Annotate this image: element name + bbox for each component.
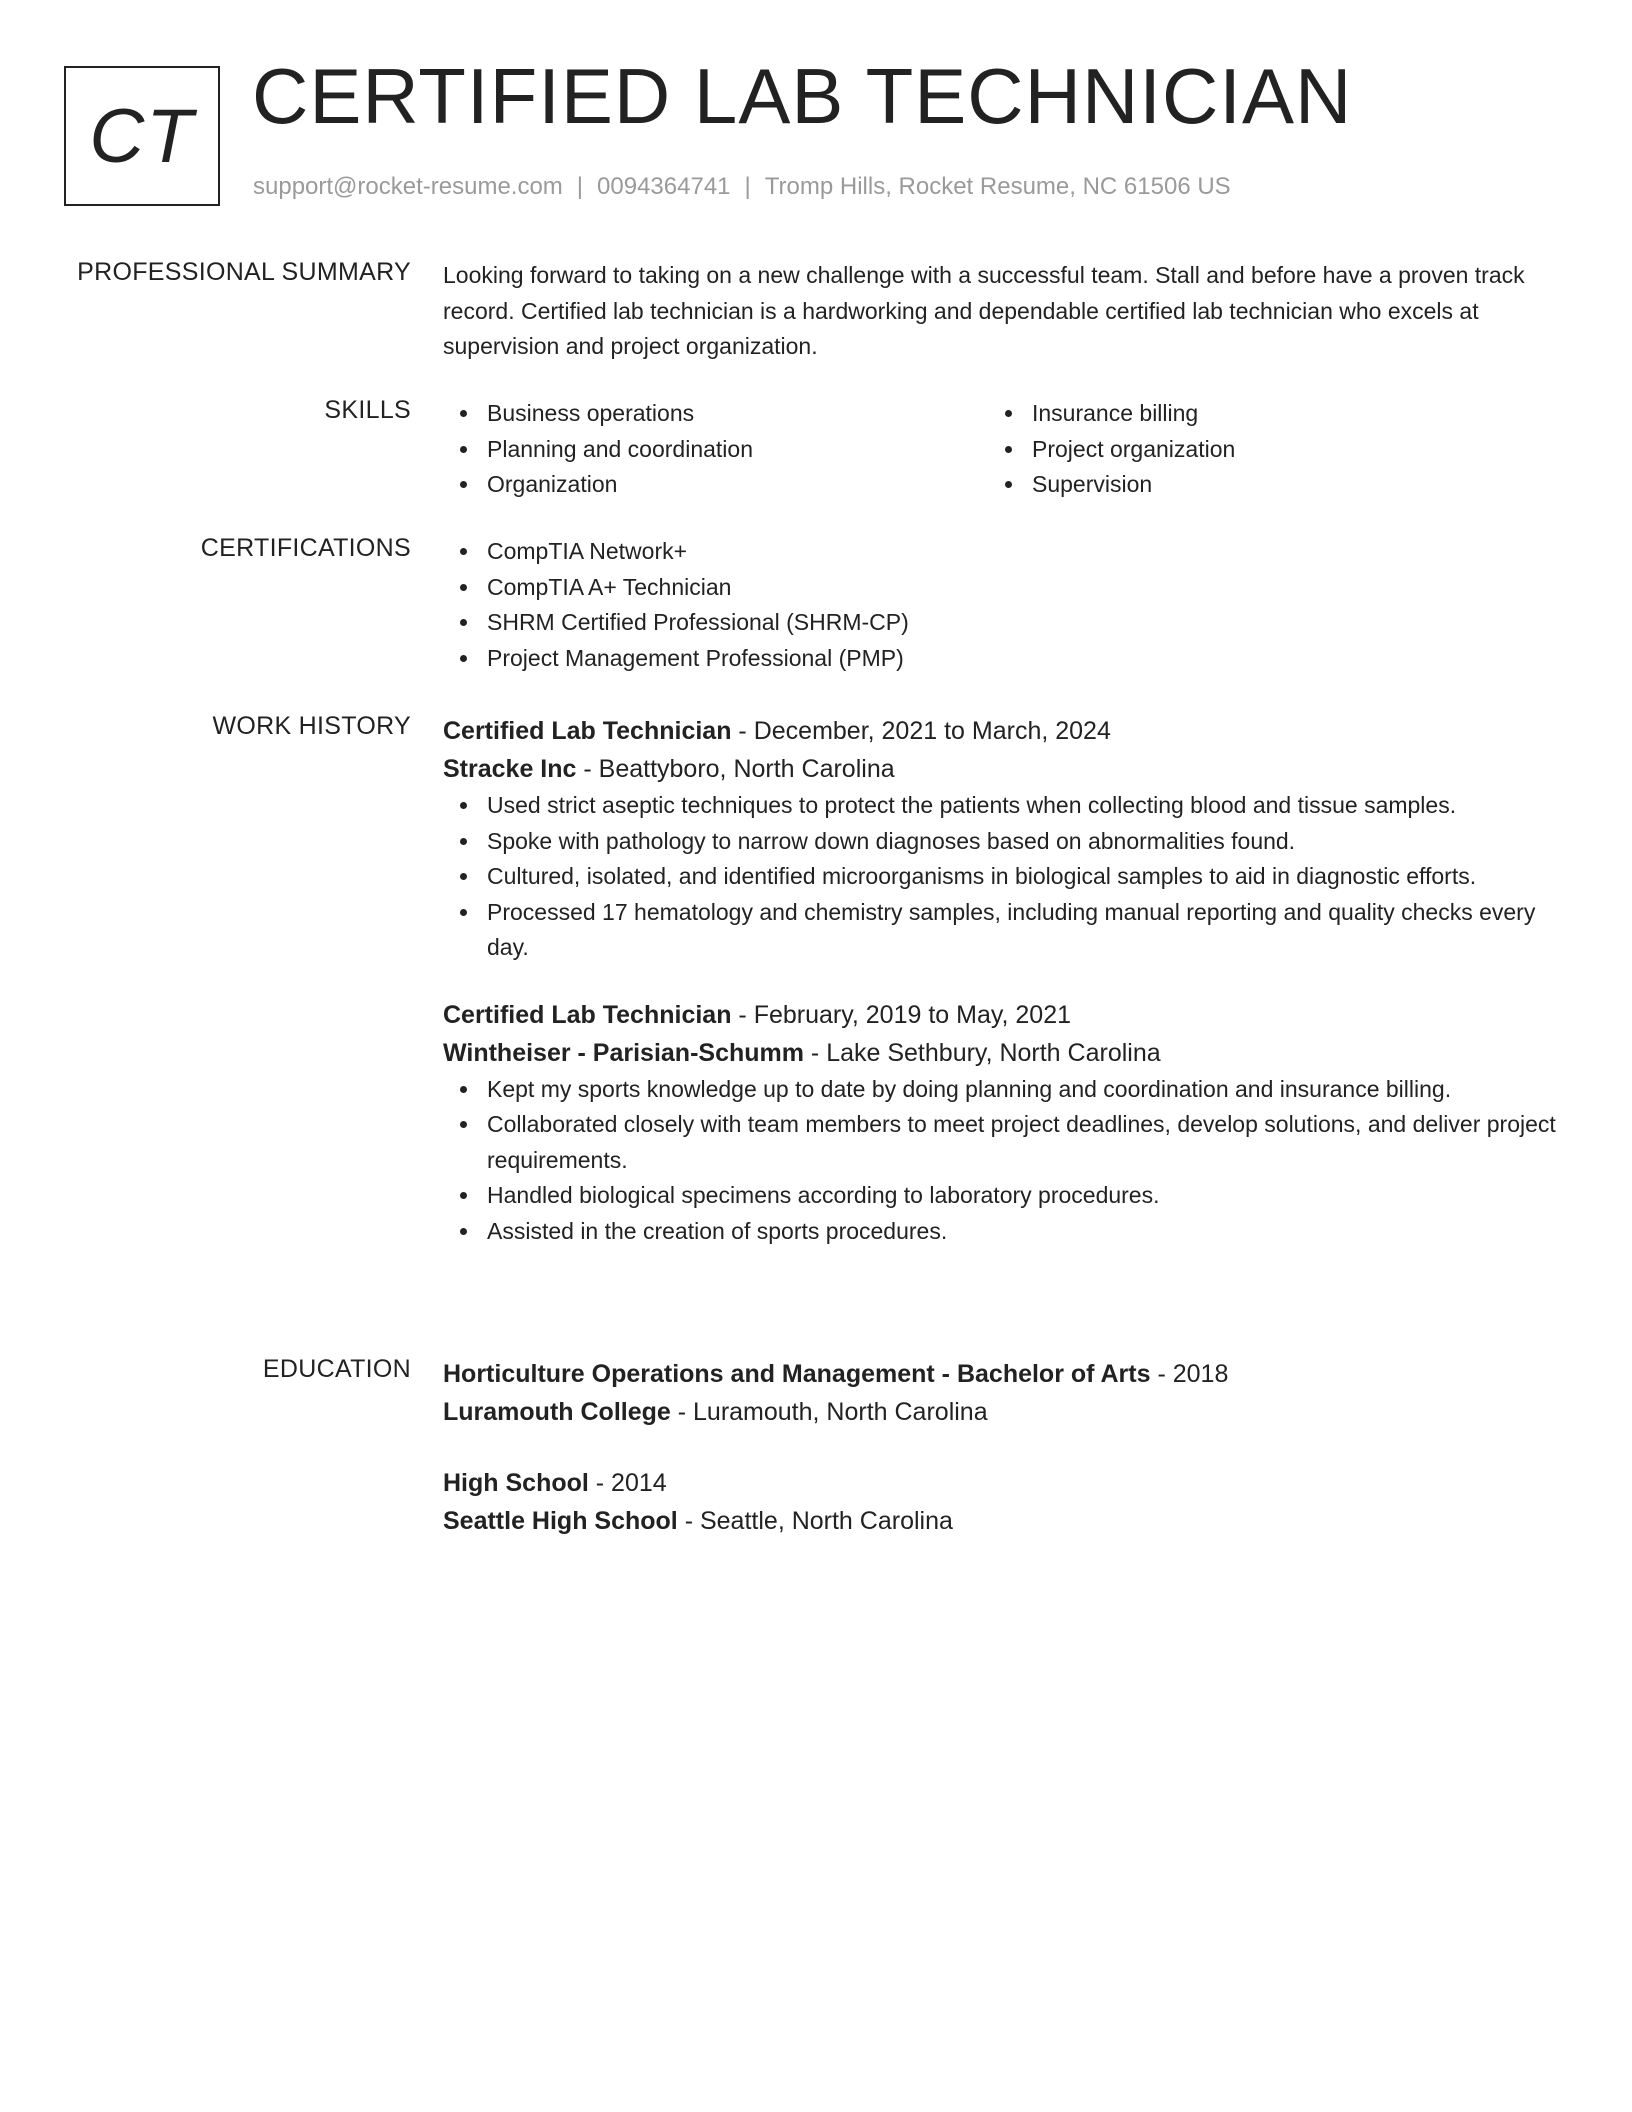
- job-title: Certified Lab Technician: [443, 717, 732, 745]
- education-location: - Luramouth, North Carolina: [670, 1398, 988, 1426]
- education-entry: [443, 1464, 1558, 1540]
- education-school: Seattle High School: [443, 1507, 678, 1535]
- education-year: - 2014: [588, 1469, 667, 1497]
- contact-separator: |: [744, 173, 751, 200]
- job-title: Certified Lab Technician: [443, 1000, 732, 1029]
- job-bullet: Collaborated closely with team members to meet project deadlines, develop solutions, and deliver project requirements.: [487, 1107, 1558, 1178]
- certification-item: CompTIA Network+: [487, 534, 1558, 570]
- job-bullet: Spoke with pathology to narrow down diagnoses based on abnormalities found.: [487, 824, 1558, 860]
- contact-address: Tromp Hills, Rocket Resume, NC 61506 US: [764, 173, 1231, 200]
- job-title-line: [443, 712, 1558, 750]
- education-location: - Seattle, North Carolina: [677, 1507, 953, 1535]
- job-company-line: [443, 750, 1558, 788]
- certification-item: SHRM Certified Professional (SHRM-CP): [487, 605, 1558, 641]
- section-label-certifications: CERTIFICATIONS: [200, 534, 411, 562]
- job-bullet: Kept my sports knowledge up to date by doing planning and coordination and insurance billing.: [487, 1072, 1558, 1108]
- work-history-body: [443, 712, 1558, 1249]
- certification-item: Project Management Professional (PMP): [487, 641, 1558, 677]
- contact-separator: |: [576, 173, 584, 200]
- job-bullet: Handled biological specimens according to laboratory procedures.: [487, 1178, 1558, 1214]
- skills-column-left: [443, 396, 988, 503]
- education-degree-line: [443, 1355, 1558, 1393]
- section-label-education: EDUCATION: [262, 1355, 411, 1383]
- education-body: [443, 1355, 1558, 1540]
- skills-grid: [443, 396, 1558, 503]
- education-degree: High School: [443, 1469, 589, 1497]
- skill-item: Planning and coordination: [487, 432, 988, 468]
- contact-line: [253, 173, 1231, 201]
- education-year: - 2018: [1150, 1360, 1229, 1388]
- job-company: Stracke Inc: [443, 755, 577, 783]
- skill-item: Insurance billing: [1032, 396, 1533, 432]
- monogram-logo: CT: [64, 66, 220, 206]
- job-bullet: Used strict aseptic techniques to protect the patients when collecting blood and tissue samples.: [487, 788, 1558, 824]
- job-bullet: Processed 17 hematology and chemistry samples, including manual reporting and quality checks every day.: [487, 895, 1558, 966]
- education-entry: [443, 1355, 1558, 1431]
- job-company: Wintheiser - Parisian-Schumm: [443, 1038, 804, 1067]
- page-title: CERTIFIED LAB TECHNICIAN: [252, 52, 1353, 140]
- contact-phone: 0094364741: [597, 173, 731, 200]
- job-entry: [443, 996, 1558, 1250]
- education-school-line: [443, 1502, 1558, 1540]
- skill-item: Organization: [487, 467, 988, 503]
- section-label-summary: PROFESSIONAL SUMMARY: [77, 258, 411, 286]
- skill-item: Business operations: [487, 396, 988, 432]
- section-label-skills: SKILLS: [324, 396, 411, 424]
- skill-item: Project organization: [1032, 432, 1533, 468]
- certifications-body: [443, 534, 1558, 676]
- education-degree-line: [443, 1464, 1558, 1502]
- job-location: - Lake Sethbury, North Carolina: [803, 1038, 1161, 1067]
- summary-text: Looking forward to taking on a new challenge with a successful team. Stall and before have a proven track record. Certified lab technician is a hardworking and dependable certified lab technician who excels at supervision and project organization.: [443, 262, 1525, 359]
- job-bullet: Assisted in the creation of sports procedures.: [487, 1214, 1558, 1250]
- certification-item: CompTIA A+ Technician: [487, 570, 1558, 606]
- job-company-line: [443, 1034, 1558, 1072]
- skill-item: Supervision: [1032, 467, 1533, 503]
- job-title-line: [443, 996, 1558, 1034]
- job-bullet: Cultured, isolated, and identified microorganisms in biological samples to aid in diagnostic efforts.: [487, 859, 1558, 895]
- job-dates: - December, 2021 to March, 2024: [731, 717, 1111, 745]
- skills-body: [443, 396, 1558, 503]
- job-entry: [443, 712, 1558, 966]
- job-location: - Beattyboro, North Carolina: [576, 755, 895, 783]
- summary-body: [443, 258, 1558, 365]
- section-label-work-history: WORK HISTORY: [212, 712, 411, 740]
- education-degree: Horticulture Operations and Management - Bachelor of Arts: [443, 1360, 1151, 1388]
- education-school: Luramouth College: [443, 1398, 671, 1426]
- education-school-line: [443, 1393, 1558, 1431]
- skills-column-right: [988, 396, 1533, 503]
- job-dates: - February, 2019 to May, 2021: [731, 1000, 1072, 1029]
- contact-email: support@rocket-resume.com: [253, 173, 563, 200]
